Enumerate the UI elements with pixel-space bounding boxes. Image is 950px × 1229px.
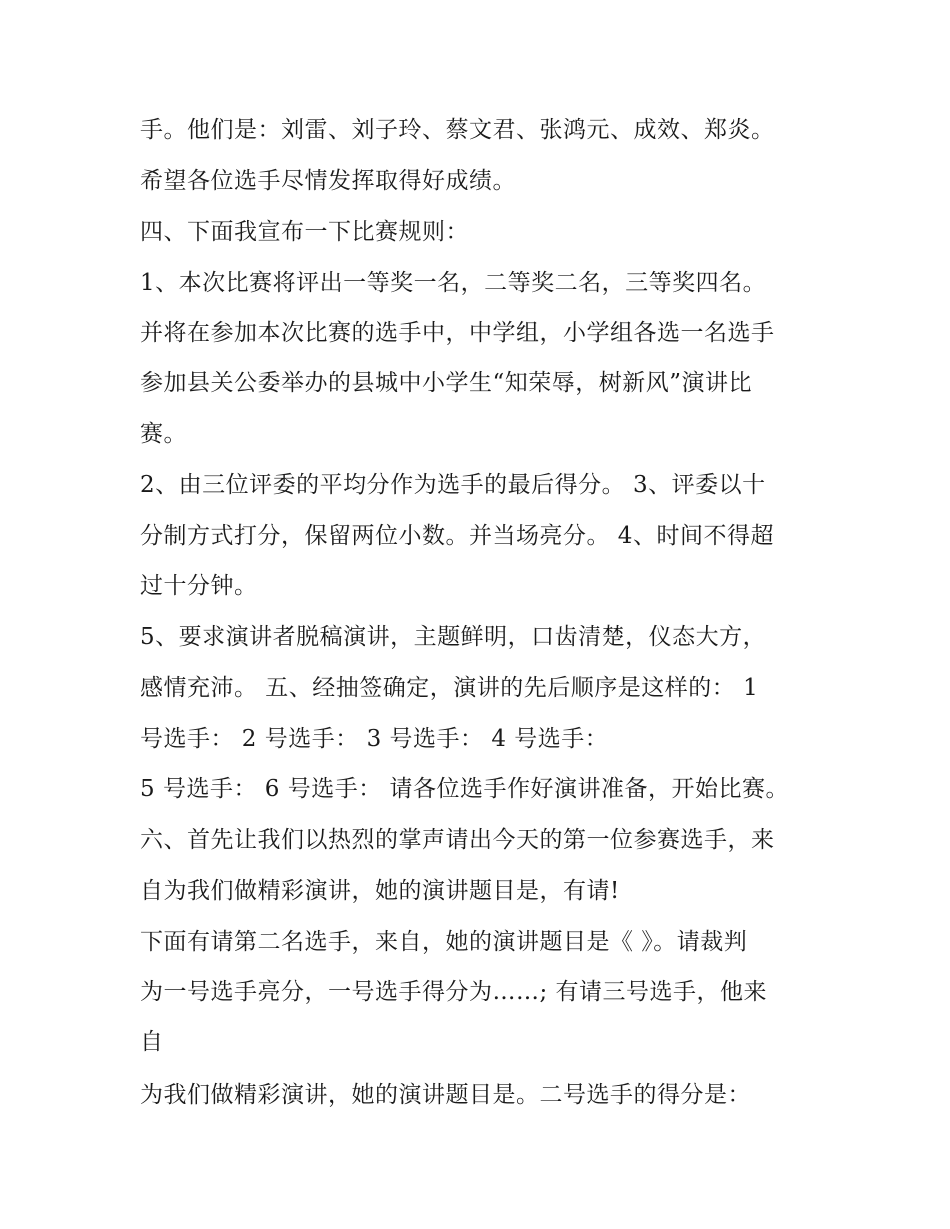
text-line: 自 <box>140 1029 164 1055</box>
text-line: 希望各位选手尽情发挥取得好成绩。 <box>140 168 516 194</box>
text-line: 参加县关公委举办的县城中小学生“知荣辱，树新风”演讲比 <box>140 370 753 396</box>
text-line: 1、本次比赛将评出一等奖一名，二等奖二名，三等奖四名。 <box>140 270 767 296</box>
text-line: 感情充沛。 五、经抽签确定，演讲的先后顺序是这样的： 1 <box>140 675 759 701</box>
text-line: 为我们做精彩演讲，她的演讲题目是。二号选手的得分是： <box>140 1082 751 1108</box>
text-line: 六、首先让我们以热烈的掌声请出今天的第一位参赛选手，来 <box>140 827 775 853</box>
text-line: 为一号选手亮分，一号选手得分为……; 有请三号选手，他来 <box>140 979 768 1005</box>
text-line: 自为我们做精彩演讲，她的演讲题目是，有请! <box>140 878 620 904</box>
text-line: 下面有请第二名选手，来自，她的演讲题目是《 》。请裁判 <box>140 929 748 955</box>
text-line: 2、由三位评委的平均分作为选手的最后得分。 3、评委以十 <box>140 472 766 498</box>
text-line: 并将在参加本次比赛的选手中，中学组，小学组各选一名选手 <box>140 320 775 346</box>
text-line: 赛。 <box>140 421 187 447</box>
text-line: 分制方式打分，保留两位小数。并当场亮分。 4、时间不得超 <box>140 523 774 549</box>
text-line: 5 号选手： 6 号选手： 请各位选手作好演讲准备，开始比赛。 <box>140 776 790 802</box>
text-line: 四、下面我宣布一下比赛规则： <box>140 219 469 245</box>
text-line: 5、要求演讲者脱稿演讲，主题鲜明，口齿清楚，仪态大方， <box>140 624 767 650</box>
text-line: 号选手： 2 号选手： 3 号选手： 4 号选手： <box>140 726 609 752</box>
text-line: 过十分钟。 <box>140 573 258 599</box>
text-line: 手。他们是：刘雷、刘子玲、蔡文君、张鸿元、成效、郑炎。 <box>140 117 775 143</box>
